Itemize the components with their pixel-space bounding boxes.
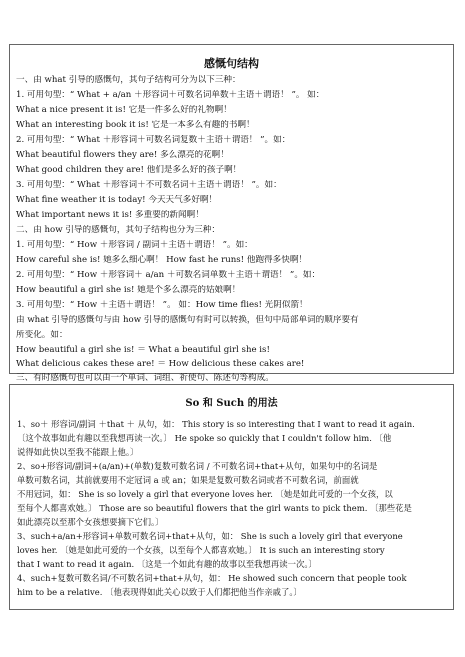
text-line: What important news it is! 多重要的新闻啊！	[16, 210, 204, 220]
text-line: How beautiful a girl she is! ＝ What a beautiful girl she is!	[16, 345, 270, 355]
text-line: 3. 可用句型：“ What ＋形容词＋不可数名词＋主语＋谓语！ ”。如：	[16, 180, 282, 190]
text-line: 不用冠词，如： She is so lovely a girl that everyone loves her. 〔她是如此可爱的一个女孩，以	[17, 489, 393, 499]
text-line: 3. 可用句型：“ How ＋主语＋谓语！ ”。 如：How time flies! 光阴似箭！	[16, 300, 308, 310]
text-line: that I want to read it again. 〔这是一个如此有趣的故事以至我想再读一次。〕	[17, 559, 317, 569]
text-line: What an interesting book it is! 它是一本多么有趣的书啊！	[16, 120, 255, 130]
text-line: him to be a relative. 〔他表现得如此关心以致于人们都把他当作亲戚了。〕	[17, 587, 302, 597]
text-line: 由 what 引导的感慨句与由 how 引导的感慨句有时可以转换，但句中局部单词的顺序要有	[16, 315, 359, 325]
text-line: 三、有时感慨句也可以由一个单词、词组、祈使句、陈述句等构成。	[16, 373, 274, 383]
text-line: 1. 可用句型：“ How ＋形容词 / 副词＋主语＋谓语！ ”。如：	[16, 240, 253, 250]
text-line: 4、such+复数可数名词/不可数名词+that+从句，如： He showed such concern that people took	[17, 573, 407, 583]
text-line: What fine weather it is today! 今天天气多好啊！	[16, 195, 218, 205]
text-line: What beautiful flowers they are! 多么漂亮的花啊！	[16, 150, 229, 160]
text-line: How beautiful a girl she is! 她是个多么漂亮的姑娘啊！	[16, 285, 241, 295]
text-line: 〔这个故事如此有趣以至我想再读一次。〕 He spoke so quickly that I couldn't follow him. 〔他	[17, 433, 392, 443]
text-line: 一、由 what 引导的感慨句，其句子结构可分为以下三种：	[16, 75, 241, 85]
text-line: 2. 可用句型：“ What ＋形容词＋可数名词复数＋主语＋谓语！ ”。如：	[16, 135, 291, 145]
text-line: 2. 可用句型：“ How ＋形容词＋ a/an ＋可数名词单数＋主语＋谓语！ ”。如：	[16, 270, 321, 280]
text-line: 说得如此快以至我不能跟上他。〕	[17, 447, 139, 457]
what-how-exclamation-section	[9, 44, 454, 383]
section-title-so-such: So 和 Such 的用法	[185, 398, 278, 409]
text-line: What delicious cakes these are! ＝ How delicious these cakes are!	[16, 359, 305, 369]
text-line: 1. 可用句型：“ What + a/an ＋形容词＋可数名词单数＋主语＋谓语！ ”。 如：	[16, 90, 325, 100]
so-such-usage-section	[9, 384, 454, 610]
text-line: 2、so+形容词/副词+(a/an)+(单数)复数可数名词 / 不可数名词+that+从句，如果句中的名词是	[17, 461, 378, 471]
text-line: What good children they are! 他们是多么好的孩子啊！	[16, 165, 242, 175]
text-line: 如此漂亮以至那个女孩想要摘下它们。〕	[17, 517, 164, 527]
text-line: 所变化。如：	[16, 330, 68, 340]
text-line: 单数可数名词，其前就要用不定冠词 a 或 an；如果是复数可数名词或者不可数名词，前面就	[17, 475, 359, 485]
section-title-exclamations: 感慨句结构	[204, 57, 259, 70]
text-line: 二、由 how 引导的感慨句，其句子结构也分为三种：	[16, 225, 220, 235]
text-line: 1、so＋ 形容词/副词 ＋that ＋ 从句，如： This story is so interesting that I want to read it again.	[17, 419, 415, 429]
text-line: loves her. 〔她是如此可爱的一个女孩，以至每个人都喜欢她。〕 It is such an interesting story	[17, 545, 385, 555]
text-line: What a nice present it is! 它是一件多么好的礼物啊！	[16, 105, 232, 115]
text-line: How careful she is! 她多么细心啊！ How fast he runs! 他跑得多快啊！	[16, 255, 308, 265]
text-line: 3、such+a/an+形容词+单数可数名词+that+从句，如： She is such a lovely girl that everyone	[17, 531, 403, 541]
text-line: 至每个人都喜欢她。〕 Those are so beautiful flowers that the girl wants to pick them. 〔那些花是	[17, 503, 412, 513]
